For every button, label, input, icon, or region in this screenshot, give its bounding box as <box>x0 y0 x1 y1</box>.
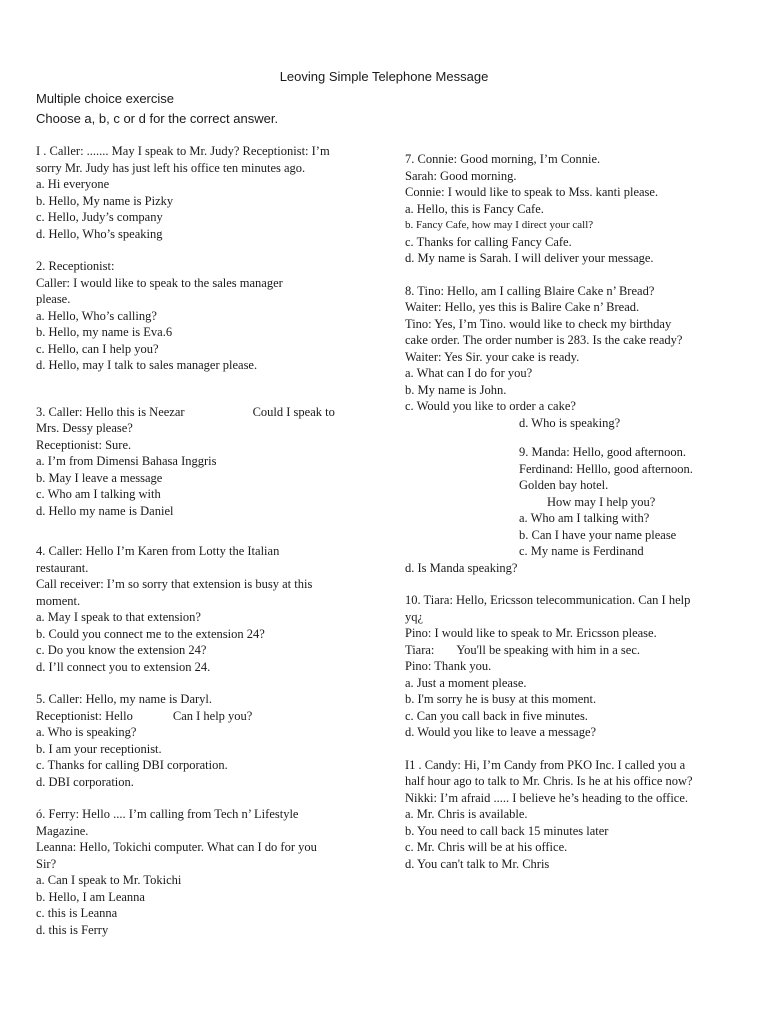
question-1 <box>36 143 370 242</box>
option-b: b. You need to call back 15 minutes later <box>405 823 609 838</box>
question-text-part: Receptionist: Hello <box>36 708 133 723</box>
question-text <box>405 642 735 659</box>
option-c: c. Hello, can I help you? <box>36 341 159 356</box>
option-b: b. May I leave a message <box>36 470 163 485</box>
page-title: Leoving Simple Telephone Message <box>279 69 489 84</box>
question-text-part: You'll be speaking with him in a sec. <box>456 642 641 657</box>
question-text: I . Caller: ....... May I speak to Mr. Judy? Receptionist: I’m <box>36 144 330 158</box>
exercise-instruction: Choose a, b, c or d for the correct answer. <box>36 111 279 126</box>
option-c: c. Do you know the extension 24? <box>36 643 207 657</box>
option-d: d. My name is Sarah. I will deliver your message. <box>405 251 654 265</box>
question-5 <box>36 691 370 790</box>
question-text: Connie: I would like to speak to Mss. kanti please. <box>405 185 659 199</box>
question-text: Ferdinand: Helllo, good afternoon. <box>519 461 693 476</box>
option-b: b. Hello, My name is Pizky <box>36 193 174 208</box>
question-9 <box>405 444 735 576</box>
question-text: I1 . Candy: Hi, I’m Candy from PKO Inc. I called you a <box>405 757 686 772</box>
question-text: 4. Caller: Hello I’m Karen from Lotty the Italian <box>36 544 280 558</box>
question-6 <box>36 806 370 938</box>
question-text: Pino: Thank you. <box>405 659 492 673</box>
option-c: c. Can you call back in five minutes. <box>405 708 588 723</box>
question-4 <box>36 543 370 675</box>
question-text: 9. Manda: Hello, good afternoon. <box>519 445 686 459</box>
question-text: Sarah: Good morning. <box>405 168 517 183</box>
option-a: a. Just a moment please. <box>405 675 527 690</box>
question-2 <box>36 258 370 374</box>
question-3 <box>36 404 370 520</box>
right-column <box>405 151 735 888</box>
option-a: a. Hi everyone <box>36 177 110 191</box>
question-text: Mrs. Dessy please? <box>36 421 133 435</box>
option-a: a. I’m from Dimensi Bahasa Inggris <box>36 454 217 468</box>
option-d: d. You can't talk to Mr. Chris <box>405 856 550 871</box>
option-c: c. Thanks for calling Fancy Cafe. <box>405 234 572 249</box>
question-11 <box>405 757 735 873</box>
question-text: yq¿ <box>405 609 424 624</box>
option-a: a. Who is speaking? <box>36 725 137 739</box>
question-text: 10. Tiara: Hello, Ericsson telecommunication. Can I help <box>405 593 691 607</box>
question-text: 2. Receptionist: <box>36 259 115 273</box>
question-10 <box>405 592 735 741</box>
question-text: cake order. The order number is 283. Is the cake ready? <box>405 333 683 347</box>
question-text: Waiter: Yes Sir. your cake is ready. <box>405 349 580 364</box>
exercise-subtitle: Multiple choice exercise <box>36 91 175 106</box>
option-d: d. Hello, may I talk to sales manager please. <box>36 358 258 372</box>
question-text-part: Could I speak to <box>252 404 335 419</box>
option-a: a. Can I speak to Mr. Tokichi <box>36 873 182 887</box>
option-d: d. DBI corporation. <box>36 774 134 789</box>
option-a: a. Hello, Who’s calling? <box>36 308 157 323</box>
option-c: c. Hello, Judy’s company <box>36 210 163 224</box>
question-8 <box>405 283 735 432</box>
question-text: half hour ago to talk to Mr. Chris. Is he at his office now? <box>405 774 693 788</box>
option-c: c. this is Leanna <box>36 906 118 920</box>
option-c: c. Who am I talking with <box>36 487 161 501</box>
option-d: d. I’ll connect you to extension 24. <box>36 659 211 674</box>
option-b: b. Hello, my name is Eva.6 <box>36 325 173 339</box>
option-a: a. Who am I talking with? <box>519 511 650 525</box>
question-text: Waiter: Hello, yes this is Balire Cake n’ Bread. <box>405 300 640 314</box>
option-b: b. Hello, I am Leanna <box>36 889 145 904</box>
question-text <box>36 708 370 725</box>
question-text: sorry Mr. Judy has just left his office ten minutes ago. <box>36 160 306 175</box>
option-a: a. Hello, this is Fancy Cafe. <box>405 201 544 216</box>
question-text: Nikki: I’m afraid ..... I believe he’s heading to the office. <box>405 790 689 805</box>
question-text: 5. Caller: Hello, my name is Daryl. <box>36 692 213 706</box>
question-text: ó. Ferry: Hello .... I’m calling from Tech n’ Lifestyle <box>36 807 299 821</box>
question-text: Call receiver: I’m so sorry that extension is busy at this <box>36 577 313 591</box>
question-text: restaurant. <box>36 560 89 575</box>
question-text: 7. Connie: Good morning, I’m Connie. <box>405 152 601 166</box>
question-text: moment. <box>36 593 81 608</box>
question-text: please. <box>36 292 71 306</box>
question-text: Pino: I would like to speak to Mr. Ericsson please. <box>405 626 657 640</box>
question-text: Leanna: Hello, Tokichi computer. What can I do for you <box>36 840 317 854</box>
question-text: 8. Tino: Hello, am I calling Blaire Cake n’ Bread? <box>405 283 655 298</box>
question-text: Caller: I would like to speak to the sales manager <box>36 275 283 290</box>
option-b: b. Fancy Cafe, how may I direct your call? <box>405 219 594 231</box>
option-b: b. I'm sorry he is busy at this moment. <box>405 692 597 706</box>
question-text: Magazine. <box>36 823 89 838</box>
option-c: c. My name is Ferdinand <box>519 544 644 558</box>
question-7 <box>405 151 735 267</box>
option-c: c. Mr. Chris will be at his office. <box>405 840 568 854</box>
option-c: c. Would you like to order a cake? <box>405 399 576 413</box>
option-d: d. Who is speaking? <box>519 415 621 430</box>
option-d: d. Hello my name is Daniel <box>36 503 174 518</box>
option-d: d. Hello, Who’s speaking <box>36 226 163 241</box>
question-text-part: Tiara: <box>405 642 435 657</box>
question-text: How may I help you? <box>547 494 656 509</box>
option-b: b. Can I have your name please <box>519 527 677 542</box>
option-a: a. Mr. Chris is available. <box>405 807 528 821</box>
question-text: Golden bay hotel. <box>519 478 609 492</box>
option-d: d. this is Ferry <box>36 922 109 937</box>
option-b: b. I am your receptionist. <box>36 741 162 756</box>
option-a: a. What can I do for you? <box>405 366 533 380</box>
left-column <box>36 143 370 954</box>
question-text-part: 3. Caller: Hello this is Neezar <box>36 404 185 419</box>
question-text: Sir? <box>36 856 57 871</box>
question-text: Tino: Yes, I’m Tino. would like to check my birthday <box>405 316 672 331</box>
option-b: b. Could you connect me to the extension 24? <box>36 626 265 641</box>
option-d: d. Would you like to leave a message? <box>405 725 597 739</box>
option-b: b. My name is John. <box>405 382 507 397</box>
question-text: Receptionist: Sure. <box>36 437 132 452</box>
option-c: c. Thanks for calling DBI corporation. <box>36 758 228 772</box>
option-d: d. Is Manda speaking? <box>405 560 518 575</box>
option-a: a. May I speak to that extension? <box>36 610 201 624</box>
question-text <box>36 404 370 421</box>
question-text-part: Can I help you? <box>172 708 253 723</box>
